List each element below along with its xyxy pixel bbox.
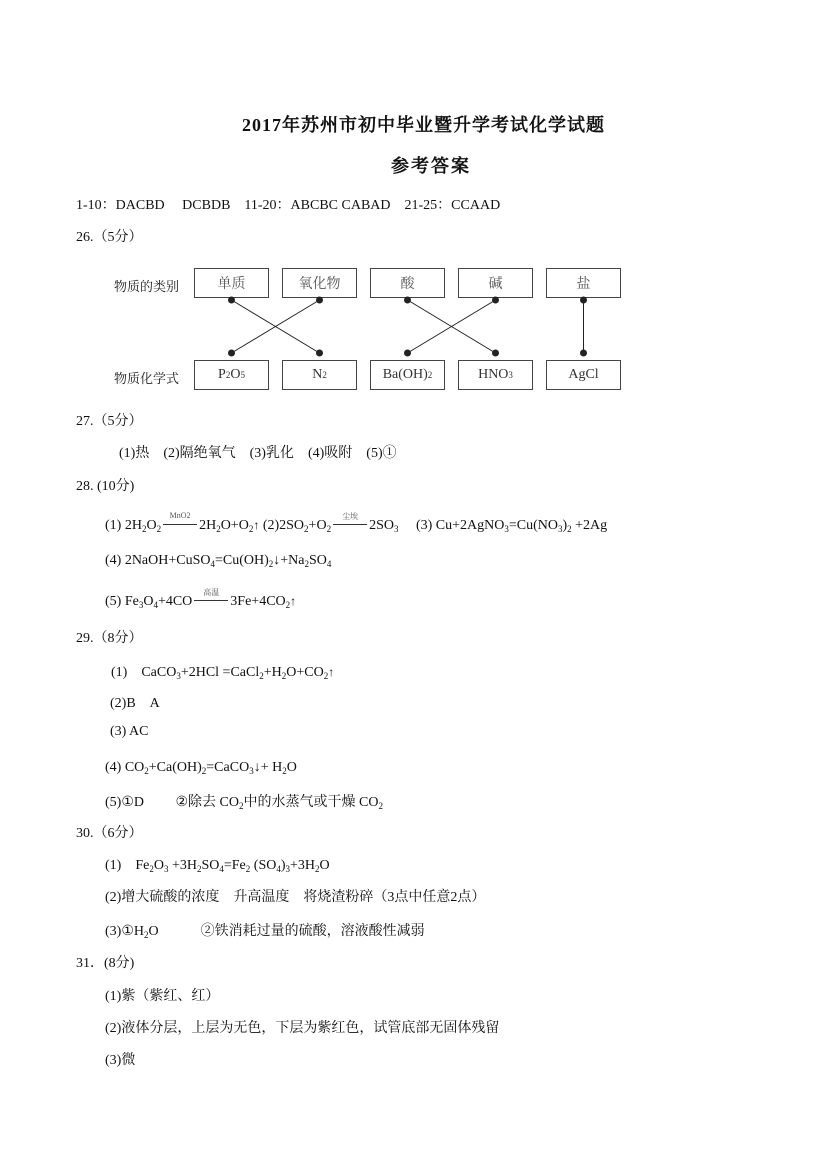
- q30-line-3: $(3)①H_2O$ ②铁消耗过量的硫酸，溶液酸性减弱: [105, 924, 425, 940]
- connection-dot: [229, 350, 235, 356]
- connection-dot: [317, 350, 323, 356]
- q30-line-2: (2)增大硫酸的浓度 升高温度 将烧渣粉碎（3点中任意2点）: [105, 890, 486, 905]
- category-box-oxide: 氧化物: [282, 268, 357, 298]
- q29-line-1: (1) CaCO$_3$+2HCl $=CaCl_2+H_2O+CO_2↑$: [111, 665, 335, 681]
- category-box-base: 碱: [458, 268, 533, 298]
- category-box-acid: 酸: [370, 268, 445, 298]
- connection-dot: [405, 297, 411, 303]
- q29-line-4: (4) $CO_2+Ca(OH)_2=CaCO_3↓+ H_2O$: [105, 760, 297, 776]
- q31-line-1: (1)紫（紫红、红）: [105, 989, 220, 1004]
- q28-eq-4: (4) $2NaOH+CuSO_4=Cu(OH)_2↓+Na_2SO_4$: [105, 553, 332, 569]
- formula-box-n2: N 2: [282, 360, 357, 390]
- mc-answers: 1-10：DACBD DCBDB 11-20：ABCBC CABAD 21-25：CCAAD: [76, 198, 501, 213]
- connection-dot: [405, 350, 411, 356]
- formula-box-baoh2: Ba(OH) 2: [370, 360, 445, 390]
- q29-line-5: (5)①D ②除去 $CO_2$中的水蒸气或干燥 $CO_2$: [105, 795, 383, 811]
- q26-heading: 26.（5分）: [76, 230, 143, 245]
- connection-dot: [317, 297, 323, 303]
- category-box-element: 单质: [194, 268, 269, 298]
- q28-eq-5: (5) $Fe_3O_4+4CO$ 高温 $3Fe+4CO_2↑$: [105, 588, 297, 610]
- connection-dot: [581, 297, 587, 303]
- q29-line-2: (2)B A: [110, 696, 160, 711]
- q29-line-3: (3) AC: [110, 724, 149, 739]
- page-title: 2017年苏州市初中毕业暨升学考试化学试题: [242, 115, 605, 135]
- formula-box-p2o5: P 2 O 5: [194, 360, 269, 390]
- category-box-salt: 盐: [546, 268, 621, 298]
- formula-box-agcl: AgCl: [546, 360, 621, 390]
- formula-row-label: 物质化学式: [114, 371, 180, 386]
- q31-line-3: (3)微: [105, 1053, 136, 1068]
- connection-dot: [493, 350, 499, 356]
- matching-lines: [0, 0, 827, 420]
- formula-box-hno3: HNO 3: [458, 360, 533, 390]
- q31-heading: 31．(8分): [76, 956, 135, 971]
- q30-heading: 30.（6分）: [76, 826, 143, 841]
- page-subtitle: 参考答案: [391, 156, 471, 176]
- q29-heading: 29.（8分）: [76, 631, 143, 646]
- q27-answers: (1)热 (2)隔绝氧气 (3)乳化 (4)吸附 (5)①: [119, 446, 397, 461]
- category-row-label: 物质的类别: [114, 279, 180, 294]
- connection-dot: [581, 350, 587, 356]
- q27-heading: 27.（5分）: [76, 414, 143, 429]
- connection-dot: [229, 297, 235, 303]
- connection-dot: [493, 297, 499, 303]
- q28-heading: 28. (10分): [76, 479, 135, 494]
- q28-eq-1-3: (1) $2H_2O_2$ MnO2 $2H_2O+O_2↑$ $(2)2SO_2+O_2$ 尘埃 $2SO_3$ (3) $Cu+2AgNO_3=Cu(NO_3)_2 +2Ag$: [105, 511, 608, 534]
- q30-line-1: (1) $Fe_2O_3 +3H_2SO_4=Fe_2$ $(SO_4)_3+3H_2O$: [105, 858, 330, 874]
- q31-line-2: (2)液体分层，上层为无色，下层为紫红色，试管底部无固体残留: [105, 1021, 500, 1036]
